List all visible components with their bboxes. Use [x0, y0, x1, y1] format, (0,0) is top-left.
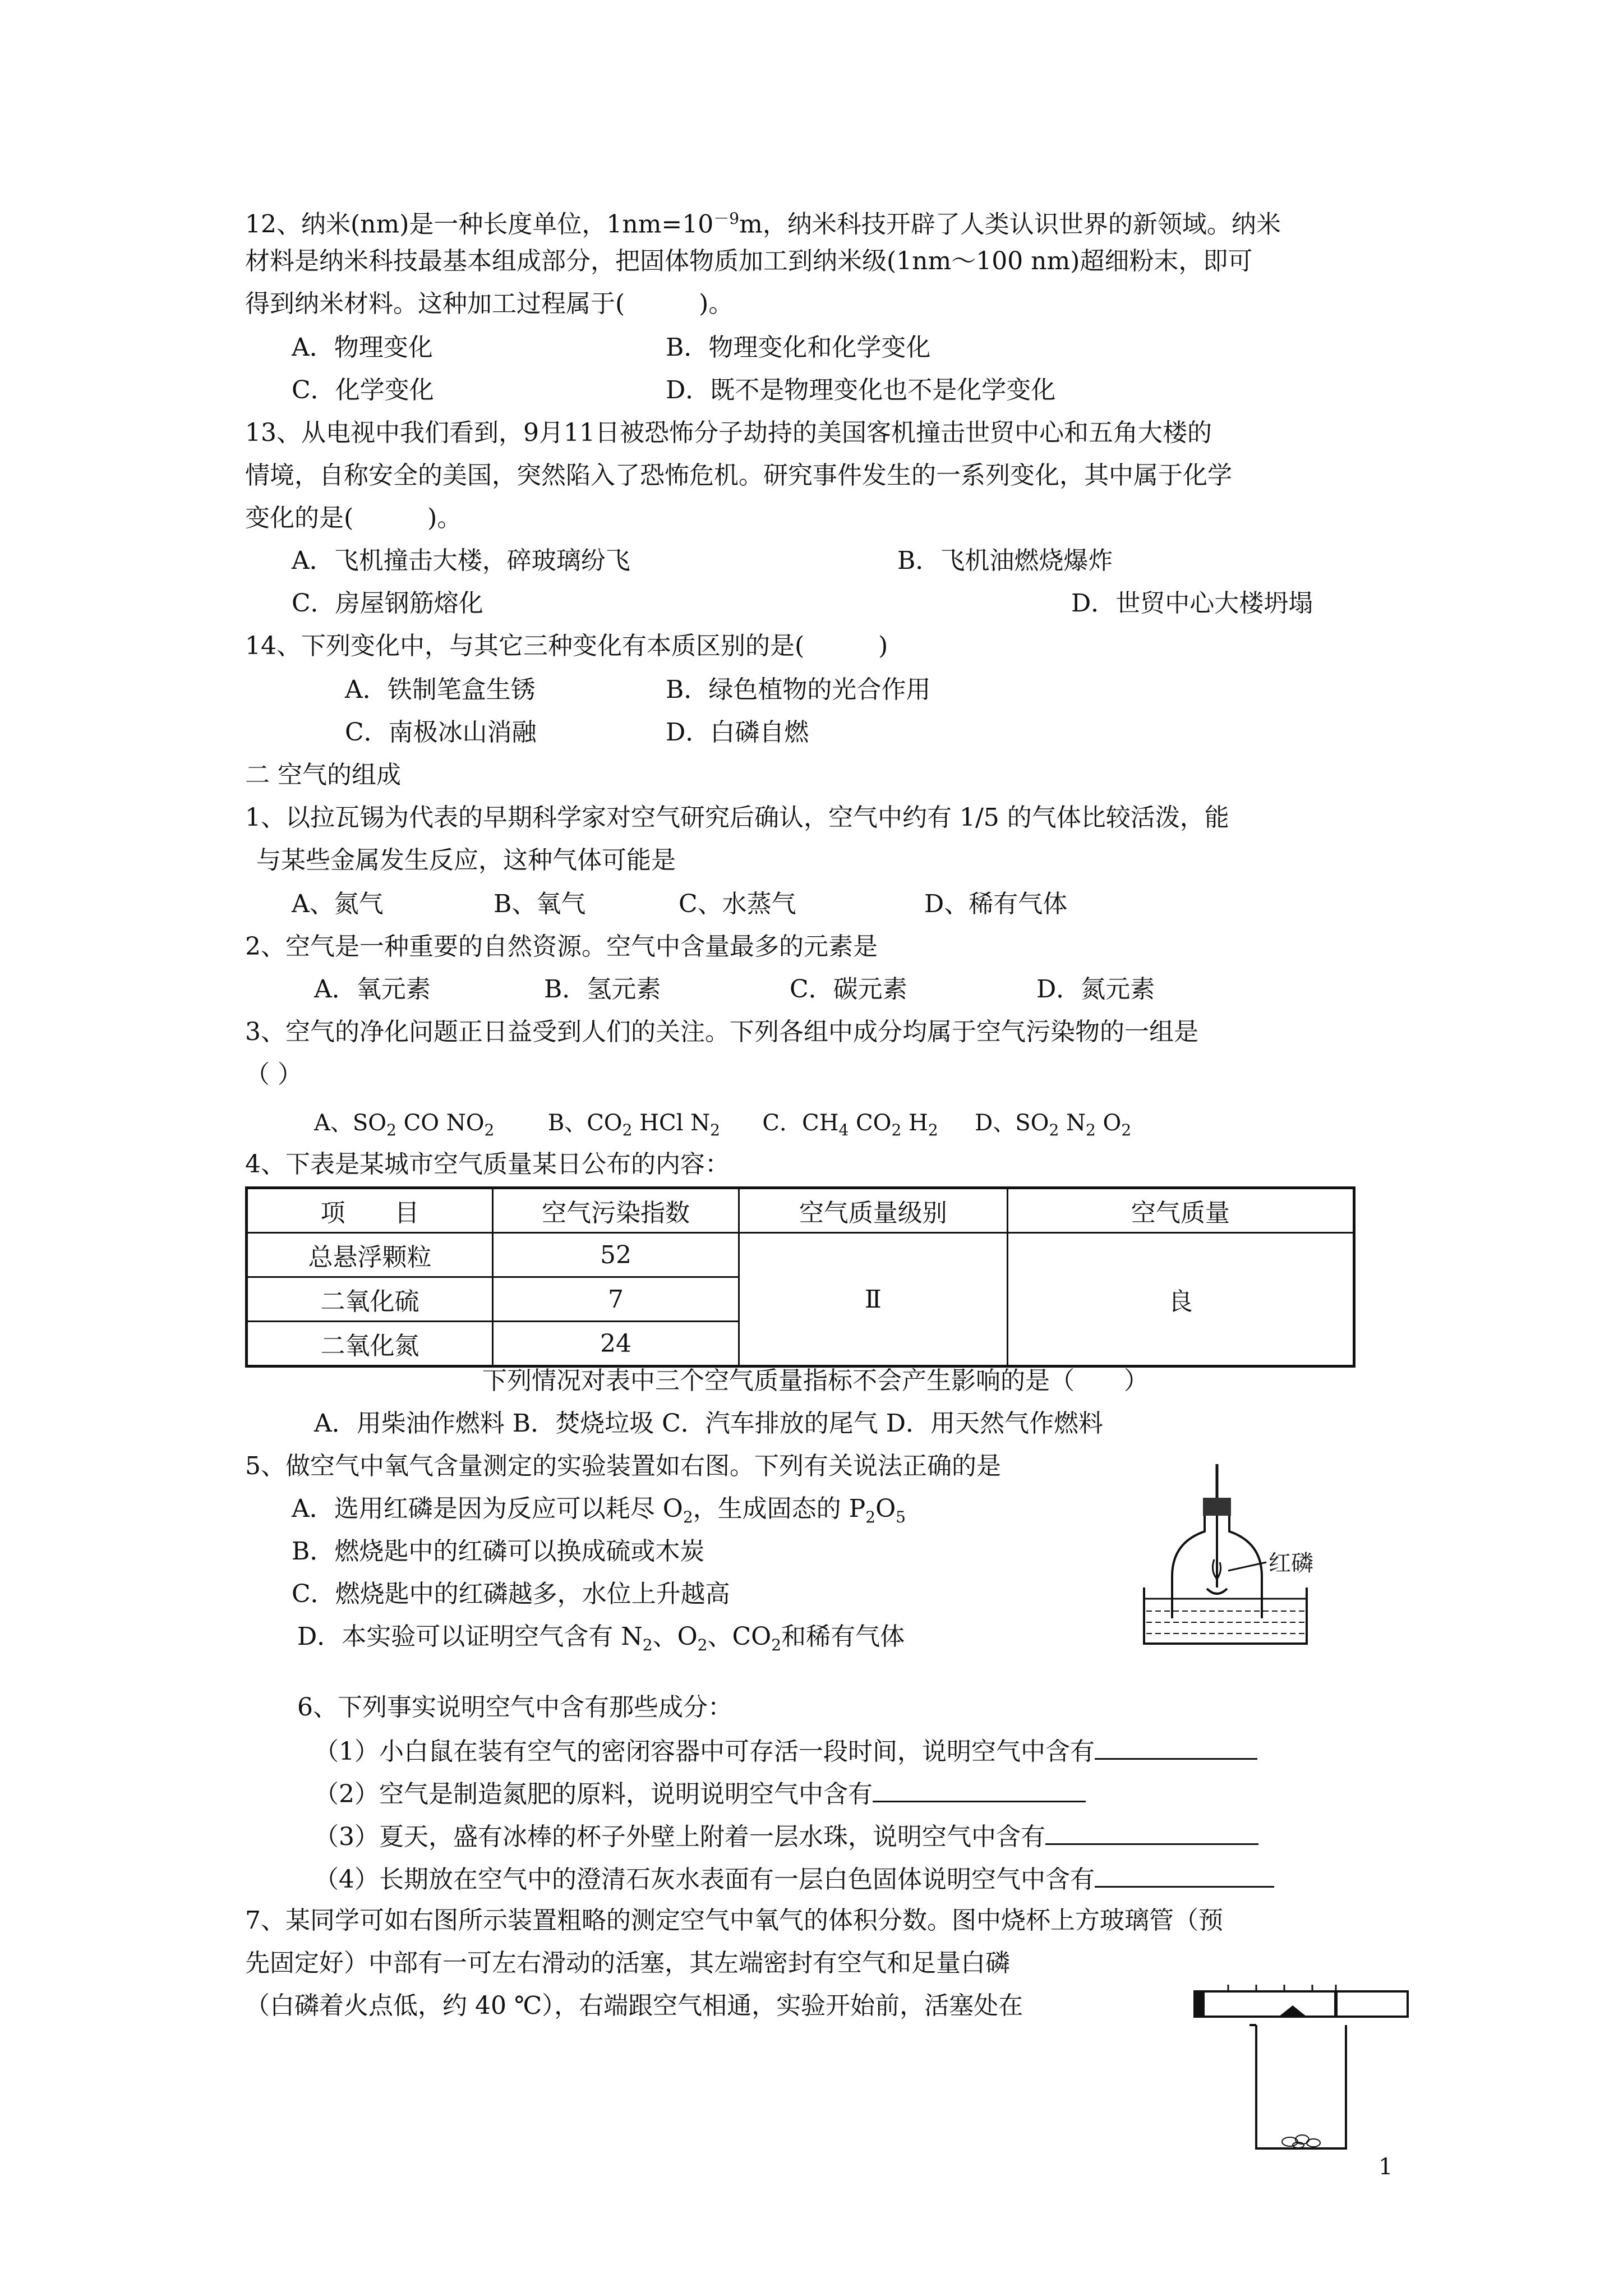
page-number: 1 — [1378, 2154, 1393, 2180]
p7-line1: 7、某同学可如右图所示装置粗略的测定空气中氧气的体积分数。图中烧杯上方玻璃管（预 — [245, 1906, 1223, 1935]
p7-line3: （白磷着火点低，约 40 ℃），右端跟空气相通，实验开始前，活塞处在 — [245, 1991, 1023, 2020]
answer-blank[interactable] — [1045, 1819, 1258, 1845]
q12-line3: 得到纳米材料。这种加工过程属于( )。 — [245, 289, 734, 318]
q14-option-c: C．南极冰山消融 — [345, 718, 537, 747]
p1-option-b: B、氧气 — [494, 890, 586, 918]
p3-option-c: C．$CH_4$ $CO_2$ $H_2$ — [762, 1110, 938, 1139]
p5-option-c: C．燃烧匙中的红磷越多，水位上升越高 — [292, 1580, 730, 1608]
table-cell-level: Ⅱ — [739, 1233, 1007, 1366]
q13-option-a: A．飞机撞击大楼，碎玻璃纷飞 — [292, 546, 630, 575]
air-quality-table — [245, 1186, 1355, 1368]
table-header-cell: 项 目 — [247, 1188, 493, 1233]
p3-option-d: D、$SO_2$ $N_2$ $O_2$ — [975, 1110, 1132, 1139]
p4-line1: 4、下表是某城市空气质量某日公布的内容： — [245, 1150, 730, 1179]
p3-option-a: A、$SO_2$ CO $NO_2$ — [314, 1110, 495, 1139]
p5-option-d: D．本实验可以证明空气含有 $N_2$、$O_2$、$CO_2$和稀有气体 — [297, 1622, 905, 1654]
p6-item-1: （1）小白鼠在装有空气的密闭容器中可存活一段时间，说明空气中含有 — [314, 1733, 1257, 1769]
q12-line2: 材料是纳米科技最基本组成部分，把固体物质加工到纳米级(1nm～100 nm)超细粉末，即可 — [245, 247, 1253, 275]
tube-beaker-figure — [1183, 1980, 1413, 2154]
q13-line1: 13、从电视中我们看到，9月11日被恐怖分子劫持的美国客机撞击世贸中心和五角大楼的 — [245, 418, 1212, 447]
answer-blank[interactable] — [1095, 1861, 1274, 1888]
p4-options: A．用柴油作燃料 B．焚烧垃圾 C．汽车排放的尾气 D．用天然气作燃料 — [314, 1409, 1104, 1438]
p3-options — [314, 1106, 1131, 1147]
p2-line1: 2、空气是一种重要的自然资源。空气中含量最多的元素是 — [245, 932, 878, 961]
p1-line1: 1、以拉瓦锡为代表的早期科学家对空气研究后确认，空气中约有 1/5 的气体比较活泼，能 — [245, 803, 1229, 832]
q13-option-c: C．房屋钢筋熔化 — [292, 589, 483, 618]
oxygen-experiment-figure — [1138, 1458, 1324, 1649]
section-heading: 二 空气的组成 — [245, 761, 401, 789]
p1-option-a: A、氮气 — [292, 890, 384, 918]
q13-option-d: D．世贸中心大楼坍塌 — [1071, 589, 1313, 618]
q12-line1: 12、纳米(nm)是一种长度单位，$1nm=10^{-9}m$，纳米科技开辟了人类认识世界的新领域。纳米 — [245, 209, 1281, 239]
p7-line2: 先固定好）中部有一可左右滑动的活塞，其左端密封有空气和足量白磷 — [245, 1949, 1010, 1977]
q13-option-b: B．飞机油燃烧爆炸 — [897, 546, 1113, 575]
p1-line2: 与某些金属发生反应，这种气体可能是 — [256, 846, 676, 875]
answer-blank[interactable] — [1095, 1733, 1257, 1760]
q14-line1: 14、下列变化中，与其它三种变化有本质区别的是( ) — [245, 632, 888, 660]
q14-option-b: B．绿色植物的光合作用 — [666, 675, 931, 704]
table-cell-index: 52 — [493, 1233, 739, 1277]
figure-label-red-phosphorus: 红磷 — [1269, 1550, 1313, 1576]
p5-option-b: B．燃烧匙中的红磷可以换成硫或木炭 — [292, 1537, 705, 1566]
table-header-cell: 空气质量级别 — [739, 1188, 1007, 1233]
q12-option-b: B．物理变化和化学变化 — [666, 333, 931, 362]
q12-option-d: D．既不是物理变化也不是化学变化 — [666, 376, 1056, 404]
p3-line2: （ ） — [245, 1060, 302, 1089]
q12-option-a: A．物理变化 — [292, 333, 433, 362]
table-row — [247, 1233, 1354, 1277]
q13-line3: 变化的是( )。 — [245, 504, 462, 532]
table-cell-item: 总悬浮颗粒 — [247, 1233, 493, 1277]
q14-option-a: A．铁制笔盒生锈 — [345, 675, 536, 704]
table-header-cell: 空气污染指数 — [493, 1188, 739, 1233]
q12-option-c: C．化学变化 — [292, 376, 434, 404]
table-cell-item: 二氧化氮 — [247, 1322, 493, 1366]
p6-item-3: （3）夏天，盛有冰棒的杯子外壁上附着一层水珠，说明空气中含有 — [314, 1819, 1258, 1854]
p5-option-a: A．选用红磷是因为反应可以耗尽 $O_2$，生成固态的 $P_2O_5$ — [292, 1494, 906, 1526]
q13-line2: 情境，自称安全的美国，突然陷入了恐怖危机。研究事件发生的一系列变化，其中属于化学 — [245, 461, 1232, 490]
table-header-row — [247, 1188, 1354, 1233]
p2-option-c: C．碳元素 — [790, 975, 907, 1004]
table-cell-index: 7 — [493, 1277, 739, 1322]
p3-option-b: B、$CO_2$ HCl $N_2$ — [547, 1110, 720, 1139]
table-cell-quality: 良 — [1007, 1233, 1354, 1366]
table-cell-item: 二氧化硫 — [247, 1277, 493, 1322]
p2-option-b: B．氢元素 — [544, 975, 661, 1004]
p2-option-d: D．氮元素 — [1036, 975, 1155, 1004]
q14-option-d: D．白磷自燃 — [666, 718, 809, 747]
p4-question: 下列情况对表中三个空气质量指标不会产生影响的是（ ） — [482, 1366, 1149, 1395]
p6-line1: 6、下列事实说明空气中含有那些成分： — [297, 1693, 732, 1722]
table-header-cell: 空气质量 — [1007, 1188, 1354, 1233]
p5-line1: 5、做空气中氧气含量测定的实验装置如右图。下列有关说法正确的是 — [245, 1452, 1001, 1480]
p6-item-2: （2）空气是制造氮肥的原料，说明说明空气中含有 — [314, 1776, 1086, 1811]
p3-line1: 3、空气的净化问题正日益受到人们的关注。下列各组中成分均属于空气污染物的一组是 — [245, 1018, 1198, 1046]
p1-option-c: C、水蒸气 — [679, 890, 796, 918]
answer-blank[interactable] — [873, 1776, 1086, 1802]
p6-item-4: （4）长期放在空气中的澄清石灰水表面有一层白色固体说明空气中含有 — [314, 1861, 1274, 1897]
table-cell-index: 24 — [493, 1322, 739, 1366]
p1-option-d: D、稀有气体 — [924, 890, 1068, 918]
p2-option-a: A．氧元素 — [314, 975, 431, 1004]
